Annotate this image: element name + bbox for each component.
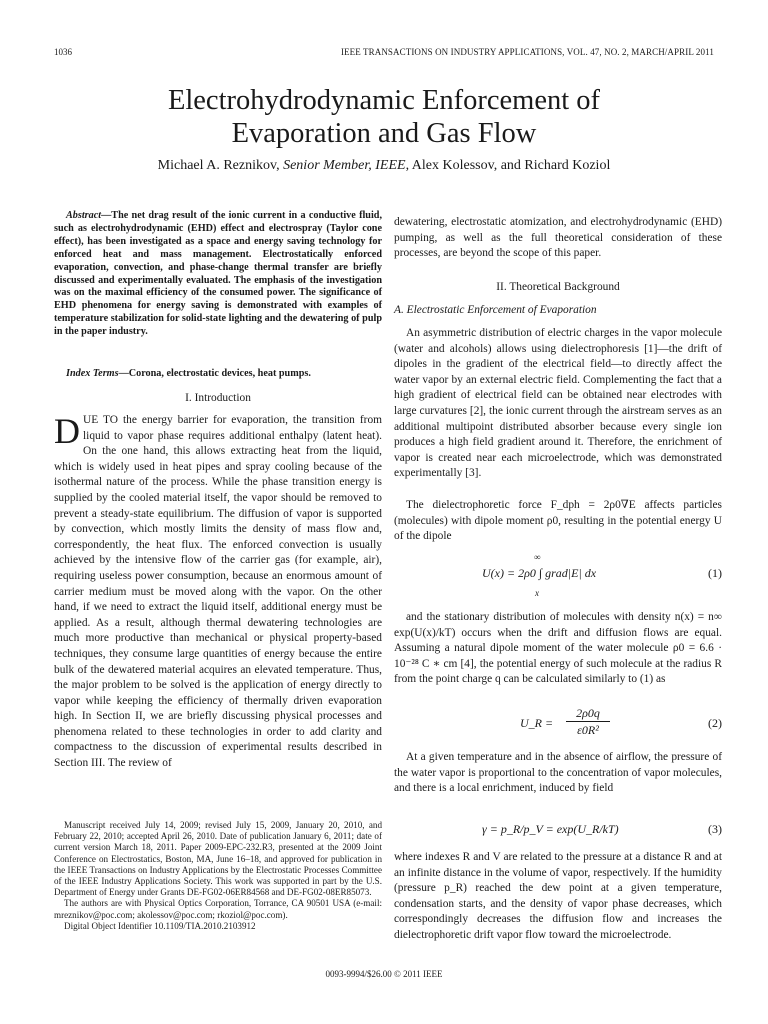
author-list bbox=[54, 158, 714, 174]
equation-2-lhs: U_R = bbox=[520, 716, 554, 730]
author-primary: Michael A. Reznikov, bbox=[157, 158, 284, 173]
equation-1-body: U(x) = 2ρ0 ∫ grad|E| dx bbox=[482, 566, 597, 580]
section-heading-intro: I. Introduction bbox=[185, 392, 251, 404]
index-terms-text: —Corona, electrostatic devices, heat pumps. bbox=[118, 368, 311, 379]
footnote-doi: Digital Object Identifier 10.1109/TIA.2010.2103912 bbox=[64, 920, 256, 931]
subsection-heading-a: A. Electrostatic Enforcement of Evaporation bbox=[394, 304, 597, 316]
section-heading-theory: II. Theoretical Background bbox=[496, 281, 620, 293]
integral-lower-limit: x bbox=[535, 588, 539, 598]
right-continuation: dewatering, electrostatic atomization, and electrohydrodynamic (EHD) pumping, as well as the full theoretical consideration of these processes, are beyond the scope of this paper. bbox=[394, 216, 722, 260]
copyright-line: 0093-9994/$26.00 © 2011 IEEE bbox=[325, 969, 443, 979]
equation-2-denominator: ε0R² bbox=[577, 723, 599, 737]
theory-paragraph-4: At a given temperature and in the absence of airflow, the pressure of the water vapor is proportional to the concentration of vapor molecules, and there is a local enrichment, induced by field bbox=[394, 751, 722, 795]
intro-lead: UE TO bbox=[83, 414, 118, 426]
index-terms bbox=[54, 368, 382, 381]
equation-3-body: γ = p_R/p_V = exp(U_R/kT) bbox=[482, 822, 619, 836]
abstract bbox=[54, 210, 382, 339]
equation-1-number: (1) bbox=[708, 566, 722, 580]
equation-2-numerator: 2ρ0q bbox=[566, 706, 610, 722]
title-line-1: Electrohydrodynamic Enforcement of bbox=[167, 85, 601, 116]
intro-paragraph bbox=[54, 413, 382, 772]
equation-3-number: (3) bbox=[708, 822, 722, 836]
footnote bbox=[54, 820, 382, 932]
equation-1 bbox=[394, 552, 722, 602]
theory-paragraph-5: where indexes R and V are related to the pressure at a distance R and at an infinite distance in the volume of vapor, respectively. If the humidity (pressure p_R) reached the dew point at a given temperature, condensation starts, and the density of vapor phase decreases, which correspondingly decreases the diffusion flow and increases the dielectrophoretic drift vapor flow toward the microelectrode. bbox=[394, 851, 722, 941]
footnote-manuscript: Manuscript received July 14, 2009; revised July 15, 2009, January 20, 2010, and February 22, 2010; accepted April 26, 2010. Date of publication January 6, 2011; date of current version March 18, 2011. Paper 2009-EPC-232.R3, presented at the 2009 Joint Conference on Electrostatics, Boston, MA, June 16–18, and approved for publication in the IEEE Transactions on Industry Applications by the Electrostatic Processes Committee of the IEEE Industry Applications Society. This work was supported in part by the U.S. Department of Energy under Grants DE-FG02-06ER84568 and DE-FG02-08ER85073. bbox=[54, 820, 382, 898]
equation-2 bbox=[394, 706, 722, 742]
abstract-text: —The net drag result of the ionic current in a conductive fluid, such as electrohydrodynamic (EHD) effect and electrospray (Taylor cone effect), has been investigated as a space and energy saving technology for enforced heat and mass management. Electrostatically enforced evaporation, convection, and phase-change thermal transfer are briefly discussed and experimentally evaluated. The emphasis of the investigation was on the maximal efficiency of the consumed power. The significance of EHD phenomena for energy saving is demonstrated with examples of temperature stabilization for solid-state lighting and the dewatering of pulp in the paper industry. bbox=[54, 210, 382, 338]
theory-paragraph-3: and the stationary distribution of molecules with density n(x) = n∞ exp(U(x)/kT) occurs when the drift and diffusion flows are equal. Assuming a natural dipole moment of the water molecule ρ0 = 6.6 · 10⁻²⁸ C ∗ cm [4], the potential energy of such molecule at the radius R from the point charge q can be calculated similarly to (1) as bbox=[394, 611, 722, 686]
author-coauthors: , Alex Kolessov, and Richard Koziol bbox=[405, 158, 611, 173]
intro-text: the energy barrier for evaporation, the transition from liquid to vapor phase requires additional enthalpy (latent heat). On the one hand, this allows extracting heat from the liquid, which is widely used in heat pipes and spray cooling because of the isothermal nature of the process. While the phase transition energy is supplied by the cooled material itself, the vapor should be removed to prevent a steady-state equilibrium. The diffusion of vapor is supported by convection, which mostly limits the density of mass flow and, correspondently, the heat flux. The enforced convection is usually achieved by the intensive flow of the carrier gas (for example, air), requiring useless power consumption, because an enormous amount of carrier medium must be moved along with the vapor. On the other hand, if we need to extract the liquid itself, additional energy must be applied. As a result, although thermal dewatering technologies are much more productive than mechanical or physical property-based techniques, they consume large quantities of energy because the entire bulk of the dewatered material acquires an elevated temperature. Thus, the major problem to be solved is the application of energy directly to vapor while keeping the efficiency of thermally driven evaporation high. In Section II, we are briefly discussing physical processes and phenomena related to these technologies in order to add clarity and compactness to the discussion of experimental results described in Section III. The review of bbox=[54, 414, 383, 770]
page-number: 1036 bbox=[54, 47, 72, 57]
running-head: IEEE TRANSACTIONS ON INDUSTRY APPLICATIONS, VOL. 47, NO. 2, MARCH/APRIL 2011 bbox=[340, 47, 714, 57]
title-line-2: Evaporation and Gas Flow bbox=[231, 118, 537, 149]
abstract-label: Abstract bbox=[66, 210, 102, 221]
footnote-authors: The authors are with Physical Optics Corporation, Torrance, CA 90501 USA (e-mail: mreznikov@poc.com; akolessov@poc.com; rkoziol@poc.com). bbox=[54, 898, 382, 920]
equation-3 bbox=[394, 822, 722, 840]
paper-title bbox=[54, 84, 714, 150]
theory-paragraph-1: An asymmetric distribution of electric charges in the vapor molecule (water and alcohols) allows using dielectrophoresis [1]—the drift of dipoles in the gradient of the electrical field—to directly affect the water vapor by an external electric field. Complementing the fact that a high gradient of electrical field can be obtained near electrodes with large curvatures [2], the ionic current through the airstream serves as an additional multipoint distributed absorber because every single ion produces a high field gradient around it. Therefore, the enrichment of vapor is created near each microelectrode, which was demonstrated experimentally [3]. bbox=[394, 327, 722, 480]
drop-cap: D bbox=[54, 411, 80, 451]
equation-2-number: (2) bbox=[708, 716, 722, 730]
theory-paragraph-2: The dielectrophoretic force F_dph = 2ρ0∇E affects particles (molecules) with dipole moment ρ0, resulting in the potential energy U of the dipole bbox=[394, 499, 722, 543]
index-terms-label: Index Terms bbox=[66, 368, 119, 379]
author-grade: Senior Member, IEEE bbox=[283, 158, 406, 173]
integral-upper-limit: ∞ bbox=[534, 552, 541, 562]
